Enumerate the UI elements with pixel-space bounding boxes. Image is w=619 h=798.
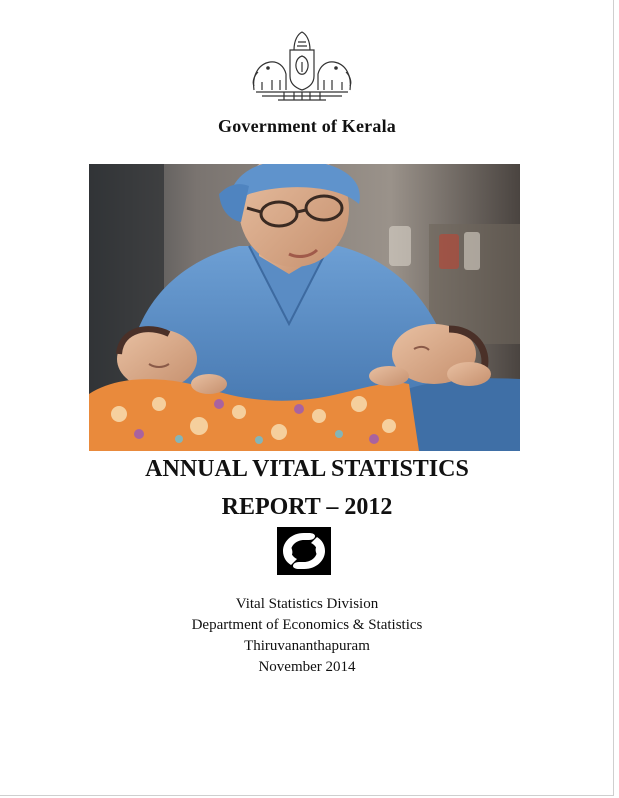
government-title: Government of Kerala xyxy=(218,116,396,136)
division-name: Vital Statistics Division xyxy=(235,596,379,612)
kerala-state-emblem-icon xyxy=(248,28,356,108)
department-logo-icon xyxy=(277,527,331,575)
report-title-line2: REPORT – 2012 xyxy=(221,494,393,520)
publisher-info xyxy=(0,594,614,678)
publication-date: November 2014 xyxy=(258,659,356,675)
city-name: Thiruvananthapuram xyxy=(244,638,370,654)
report-title-line1: ANNUAL VITAL STATISTICS xyxy=(145,456,469,482)
department-name: Department of Economics & Statistics xyxy=(191,617,423,633)
nurse-holding-twin-newborns-photo xyxy=(89,164,520,451)
